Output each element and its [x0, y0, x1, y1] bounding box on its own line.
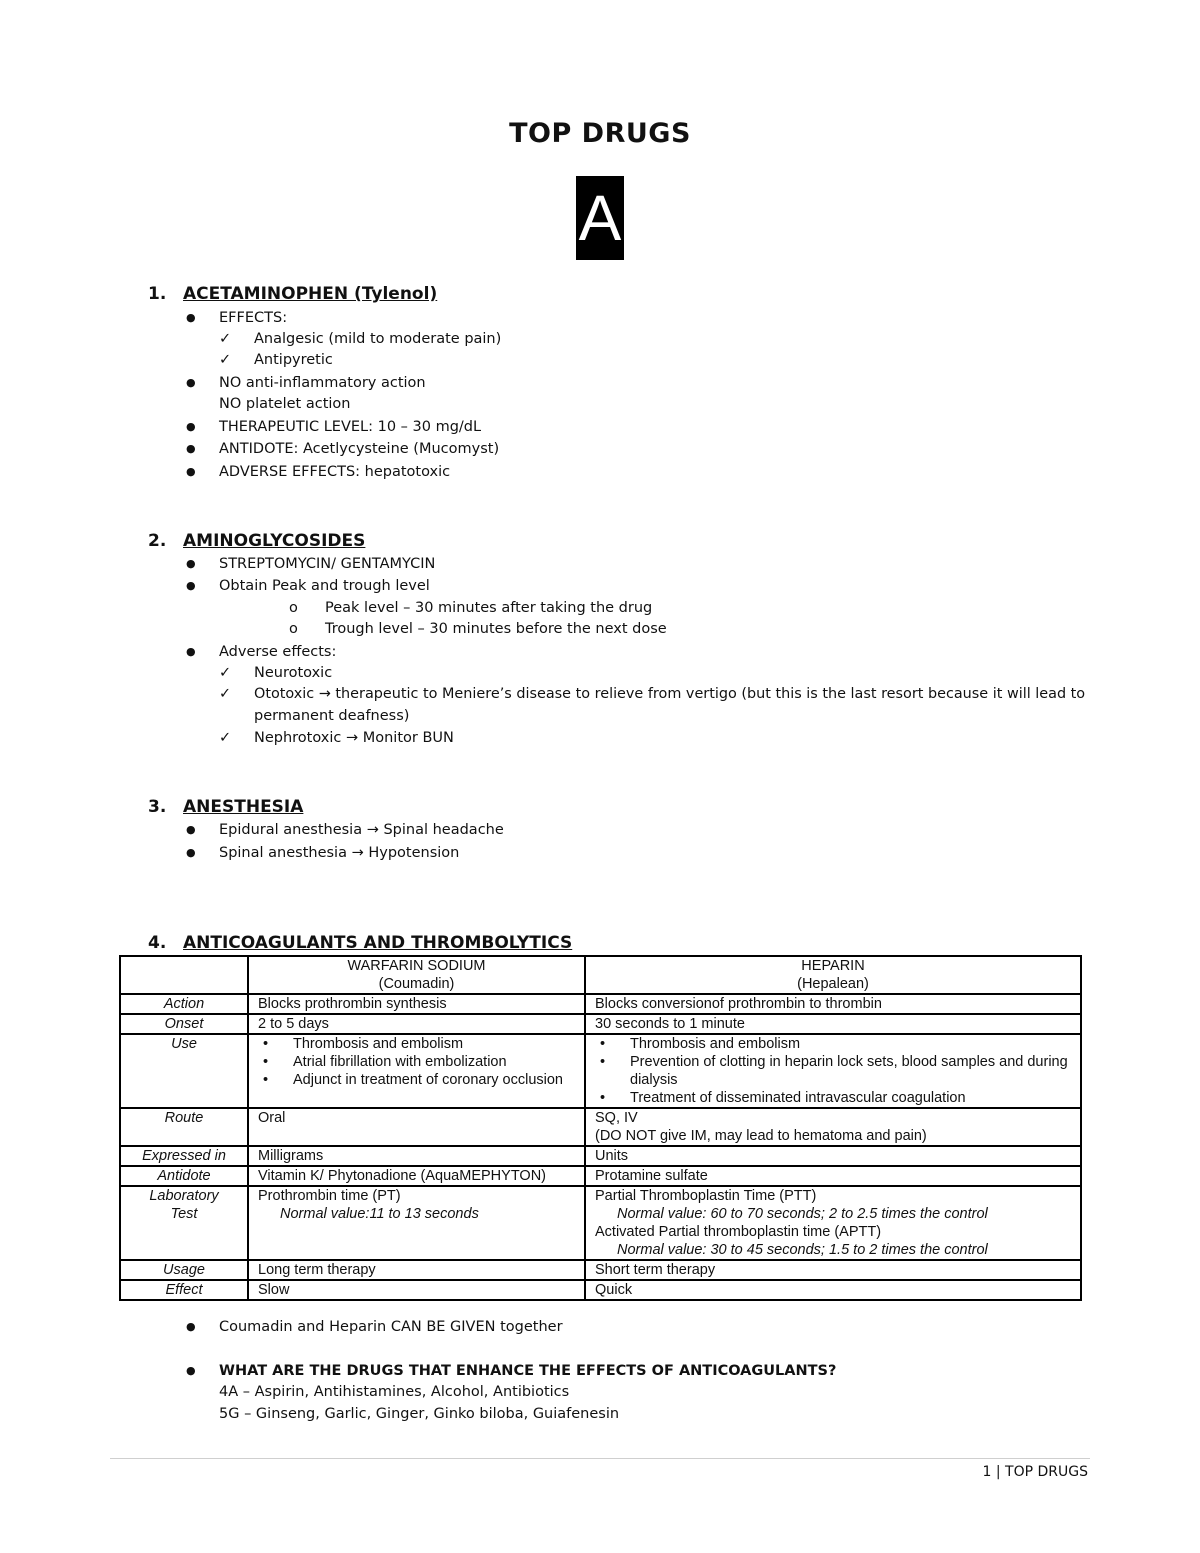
table-row — [120, 1034, 1081, 1108]
list-item: • Thrombosis and embolism — [258, 1035, 575, 1053]
table-cell: Units — [585, 1146, 1081, 1166]
row-label: Expressed in — [120, 1146, 248, 1166]
table-cell: 2 to 5 days — [248, 1014, 585, 1034]
table-cell: Blocks prothrombin synthesis — [248, 994, 585, 1014]
section-number: 3. — [148, 797, 167, 817]
answer-line: 4A – Aspirin, Antihistamines, Alcohol, Antibiotics — [219, 1384, 570, 1400]
list-item: • Thrombosis and embolism — [595, 1035, 1071, 1053]
table-cell: Blocks conversionof prothrombin to thrombin — [585, 994, 1081, 1014]
bullet-icon: ● — [186, 376, 196, 389]
bullet-icon: ● — [186, 579, 196, 592]
list-item: • Treatment of disseminated intravascular coagulation — [595, 1089, 1071, 1107]
row-label: Use — [120, 1034, 248, 1108]
row-label: Usage — [120, 1260, 248, 1280]
list-item: ● EFFECTS: — [186, 310, 288, 326]
row-label: Effect — [120, 1280, 248, 1300]
table-row — [120, 1260, 1081, 1280]
list-item: ● Obtain Peak and trough level — [186, 578, 430, 594]
check-icon: ✓ — [219, 686, 232, 702]
table-row — [120, 1014, 1081, 1034]
table-row — [120, 994, 1081, 1014]
circle-bullet-icon: o — [289, 600, 298, 616]
section-title: ACETAMINOPHEN (Tylenol) — [183, 284, 438, 304]
check-icon: ✓ — [219, 352, 232, 368]
check-icon: ✓ — [219, 665, 232, 681]
list-item-continuation: NO platelet action — [219, 396, 351, 412]
list-item: ● Adverse effects: — [186, 644, 337, 660]
check-icon: ✓ — [219, 730, 232, 746]
list-item: ✓ Nephrotoxic → Monitor BUN — [219, 730, 454, 746]
row-label: Action — [120, 994, 248, 1014]
list-item: ● WHAT ARE THE DRUGS THAT ENHANCE THE EFFECTS OF ANTICOAGULANTS? — [186, 1363, 837, 1379]
bullet-icon: ● — [186, 846, 196, 859]
list-item: ● Spinal anesthesia → Hypotension — [186, 845, 460, 861]
list-item: • Atrial fibrillation with embolization — [258, 1053, 575, 1071]
table-cell: Prothrombin time (PT) Normal value:11 to 13 seconds — [248, 1186, 585, 1260]
row-label: Onset — [120, 1014, 248, 1034]
list-item: • Prevention of clotting in heparin lock sets, blood samples and during dialysis — [595, 1053, 1071, 1089]
table-row — [120, 1146, 1081, 1166]
bullet-icon: ● — [186, 823, 196, 836]
section-heading-anesthesia — [148, 797, 303, 817]
anticoagulant-comparison-table — [119, 955, 1082, 1301]
table-cell — [585, 1034, 1081, 1108]
table-row — [120, 1166, 1081, 1186]
sub-list-item: o Peak level – 30 minutes after taking the drug — [289, 600, 653, 616]
list-item: • Adjunct in treatment of coronary occlusion — [258, 1071, 575, 1089]
list-item: ✓ Antipyretic — [219, 352, 333, 368]
bullet-icon: ● — [186, 645, 196, 658]
bullet-icon: ● — [186, 465, 196, 478]
row-label: Route — [120, 1108, 248, 1146]
footer-divider — [110, 1458, 1090, 1459]
section-number: 2. — [148, 531, 167, 551]
table-cell: Partial Thromboplastin Time (PTT) Normal value: 60 to 70 seconds; 2 to 2.5 times the control Activated Partial thromboplastin time (APTT) Normal value: 30 to 45 seconds; 1.5 to 2 times the control — [585, 1186, 1081, 1260]
bullet-icon: ● — [186, 1320, 196, 1333]
table-cell: 30 seconds to 1 minute — [585, 1014, 1081, 1034]
table-cell: Protamine sulfate — [585, 1166, 1081, 1186]
section-title: AMINOGLYCOSIDES — [183, 531, 366, 551]
bullet-icon: ● — [186, 420, 196, 433]
row-label: Laboratory Test — [120, 1186, 248, 1260]
table-cell: Oral — [248, 1108, 585, 1146]
table-header-empty — [120, 956, 248, 994]
list-item-continuation: permanent deafness) — [254, 708, 410, 724]
table-row — [120, 1280, 1081, 1300]
list-item: ✓ Analgesic (mild to moderate pain) — [219, 331, 502, 347]
table-header-heparin: HEPARIN (Hepalean) — [585, 956, 1081, 994]
list-item: ● ADVERSE EFFECTS: hepatotoxic — [186, 464, 451, 480]
bullet-icon: ● — [186, 311, 196, 324]
answer-line: 5G – Ginseng, Garlic, Ginger, Ginko biloba, Guiafenesin — [219, 1406, 620, 1422]
row-label: Antidote — [120, 1166, 248, 1186]
bullet-icon: ● — [186, 442, 196, 455]
list-item: ✓ Neurotoxic — [219, 665, 333, 681]
page-footer: 1 | TOP DRUGS — [982, 1464, 1088, 1480]
check-icon: ✓ — [219, 331, 232, 347]
section-letter-badge: A — [576, 176, 624, 260]
page-title: TOP DRUGS — [509, 118, 691, 149]
section-number: 4. — [148, 933, 167, 953]
table-cell: SQ, IV (DO NOT give IM, may lead to hematoma and pain) — [585, 1108, 1081, 1146]
bullet-icon: ● — [186, 557, 196, 570]
table-cell: Milligrams — [248, 1146, 585, 1166]
table-cell: Vitamin K/ Phytonadione (AquaMEPHYTON) — [248, 1166, 585, 1186]
sub-list-item: o Trough level – 30 minutes before the next dose — [289, 621, 667, 637]
table-row — [120, 1186, 1081, 1260]
table-cell: Long term therapy — [248, 1260, 585, 1280]
bullet-icon: ● — [186, 1364, 196, 1377]
section-heading-acetaminophen — [148, 284, 437, 304]
list-item: ✓ Ototoxic → therapeutic to Meniere’s disease to relieve from vertigo (but this is the last resort because it will lead to — [219, 686, 1086, 702]
section-heading-aminoglycosides — [148, 531, 365, 551]
list-item: ● THERAPEUTIC LEVEL: 10 – 30 mg/dL — [186, 419, 482, 435]
list-item: ● Coumadin and Heparin CAN BE GIVEN together — [186, 1319, 563, 1335]
table-header-row — [120, 956, 1081, 994]
list-item: ● ANTIDOTE: Acetlycysteine (Mucomyst) — [186, 441, 500, 457]
section-number: 1. — [148, 284, 167, 304]
table-row — [120, 1108, 1081, 1146]
list-item: ● Epidural anesthesia → Spinal headache — [186, 822, 504, 838]
table-cell: Short term therapy — [585, 1260, 1081, 1280]
section-title: ANESTHESIA — [183, 797, 304, 817]
table-cell: Slow — [248, 1280, 585, 1300]
section-title: ANTICOAGULANTS AND THROMBOLYTICS — [183, 933, 573, 953]
table-header-warfarin: WARFARIN SODIUM (Coumadin) — [248, 956, 585, 994]
list-item: ● STREPTOMYCIN/ GENTAMYCIN — [186, 556, 436, 572]
table-cell — [248, 1034, 585, 1108]
circle-bullet-icon: o — [289, 621, 298, 637]
table-cell: Quick — [585, 1280, 1081, 1300]
section-heading-anticoagulants — [148, 933, 572, 953]
list-item: ● NO anti-inflammatory action — [186, 375, 426, 391]
